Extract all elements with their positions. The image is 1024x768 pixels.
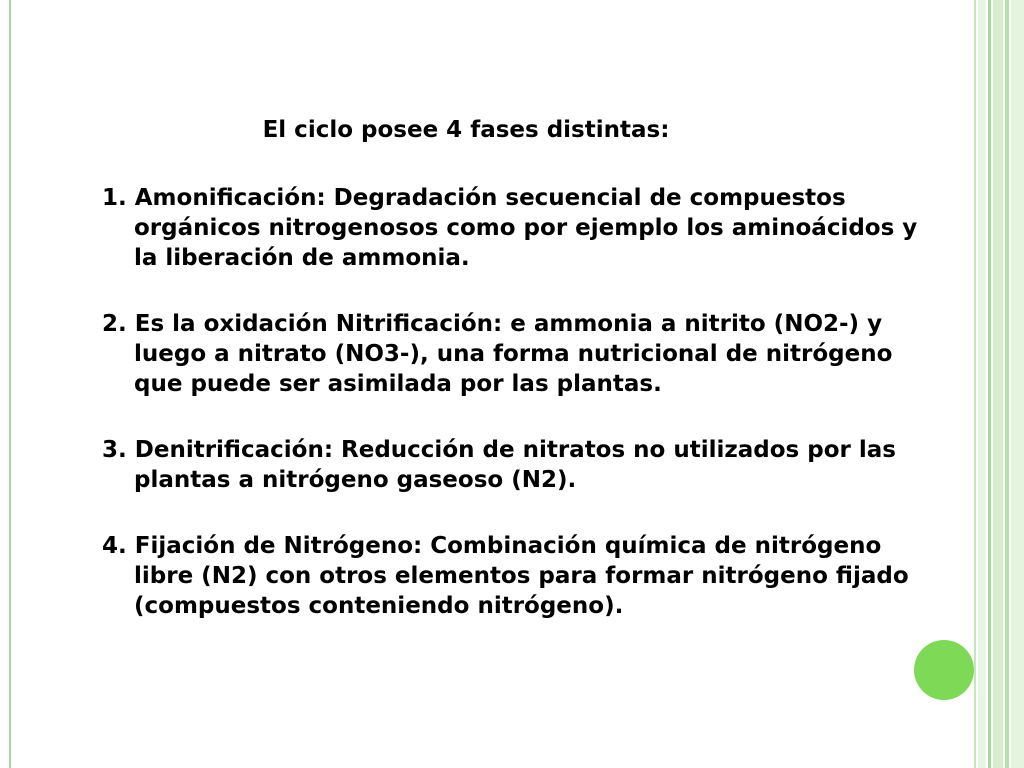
list-item — [102, 183, 932, 273]
stripe — [988, 0, 991, 768]
stripe — [978, 0, 986, 768]
stripe — [1011, 0, 1024, 768]
list-item — [102, 531, 932, 621]
stripe — [1005, 0, 1009, 768]
list-item-text — [102, 183, 932, 273]
list-item — [102, 435, 932, 495]
right-decorative-stripes — [974, 0, 1024, 768]
slide-heading-text: El ciclo posee 4 fases distintas: — [262, 117, 670, 143]
stripe — [974, 0, 976, 768]
list-item-text — [102, 531, 932, 621]
list-item-text — [102, 309, 932, 399]
list-item-body: Es la oxidación Nitrificación: e ammonia a nitrito (NO2-) y luego a nitrato (NO3-), una forma nutricional de nitrógeno que puede ser asimilada por las plantas. — [134, 311, 893, 397]
list-item-number: 4. — [102, 533, 135, 559]
list-item-number: 1. — [102, 185, 135, 211]
stripe — [993, 0, 1003, 768]
list-item-number: 3. — [102, 437, 135, 463]
list-item-body: Amonificación: Degradación secuencial de compuestos orgánicos nitrogenosos como por ejemplo los aminoácidos y la liberación de ammonia. — [134, 185, 918, 271]
list-item-text — [102, 435, 932, 495]
slide-body — [102, 115, 932, 657]
list-item — [102, 309, 932, 399]
list-item-number: 2. — [102, 311, 135, 337]
list-item-body: Fijación de Nitrógeno: Combinación química de nitrógeno libre (N2) con otros elementos para formar nitrógeno fijado (compuestos conteniendo nitrógeno). — [134, 533, 909, 619]
slide-heading — [0, 115, 932, 145]
list-item-body: Denitrificación: Reducción de nitratos no utilizados por las plantas a nitrógeno gaseoso (N2). — [134, 437, 896, 493]
